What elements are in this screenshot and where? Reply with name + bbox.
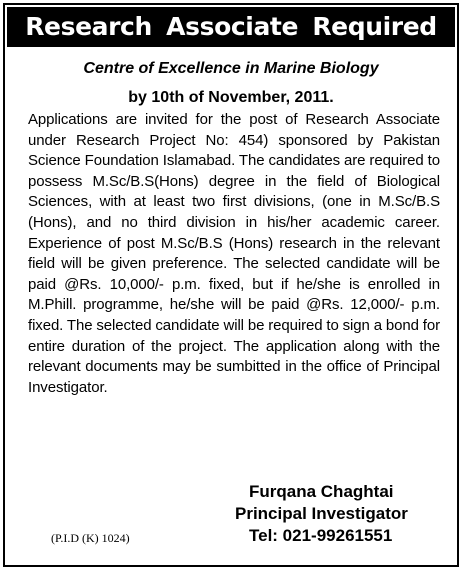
publication-id: (P.I.D (K) 1024) xyxy=(51,531,130,545)
contact-phone: Tel: 021-99261551 xyxy=(249,526,393,545)
signatory-block xyxy=(235,481,408,547)
signatory-name: Furqana Chaghtai xyxy=(249,482,394,501)
signatory-title: Principal Investigator xyxy=(235,504,408,523)
deadline: by 10th of November, 2011. xyxy=(128,89,334,106)
ad-body-text: Applications are invited for the post of Research Associate under Research Project No: 454) sponsored by Pakistan Science Foundation Islamabad. The candidates are required to possess M.Sc/B.S(Hons) degree in the field of Biological Sciences, with at least two first divisions, (one in M.Sc/B.S (Hons), and no third division in his/her academic career. Experience of post M.Sc/B.S (Hons) research in the relevant field will be given preference. The selected candidate will be paid @Rs. 10,000/- p.m. fixed, but if he/she is enrolled in M.Phill. programme, he/she will be paid @Rs. 12,000/- p.m. fixed. The selected candidate will be required to sign a bond for entire duration of the project. The application along with the relevant documents may be sumbitted in the office of Principal Investigator. xyxy=(28,111,440,396)
advertisement xyxy=(3,3,459,567)
ad-heading: Research Associate Required xyxy=(7,7,455,47)
institution-name: Centre of Excellence in Marine Biology xyxy=(83,60,379,77)
